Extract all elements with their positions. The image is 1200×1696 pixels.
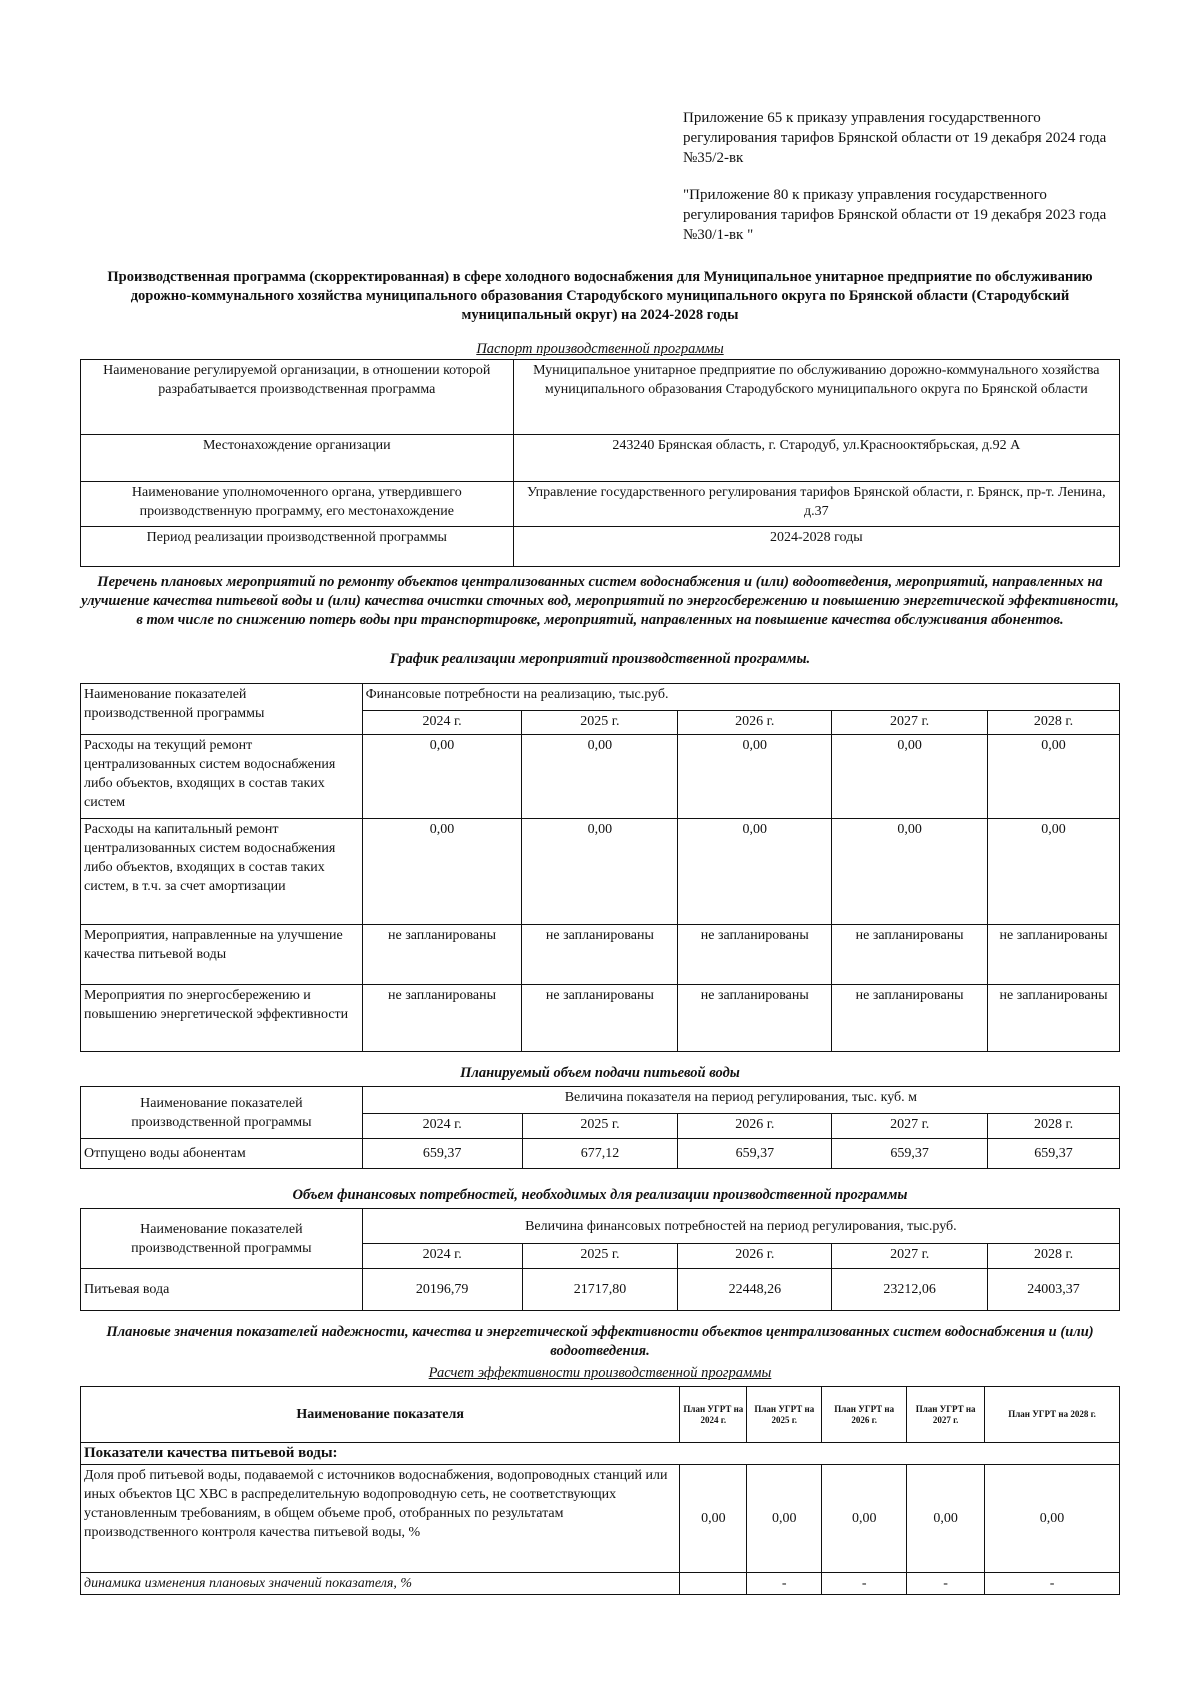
schedule-head-group: Финансовые потребности на реализацию, тыс.руб.	[362, 684, 1119, 711]
cell-value: 0,00	[362, 819, 522, 925]
cell-value: -	[985, 1573, 1120, 1595]
efficiency-table	[80, 1386, 1120, 1595]
finance-table	[80, 1208, 1120, 1311]
cell-value: 659,37	[678, 1139, 832, 1169]
cell-value: не запланированы	[832, 985, 988, 1052]
plan-header: План УГРТ на 2028 г.	[985, 1387, 1120, 1443]
finance-head-group: Величина финансовых потребностей на период регулирования, тыс.руб.	[362, 1209, 1119, 1244]
year-header: 2028 г.	[988, 1114, 1120, 1139]
table-row	[81, 435, 1120, 482]
cell-value: 0,00	[985, 1465, 1120, 1573]
cell-value: 0,00	[988, 819, 1120, 925]
cell-value: 23212,06	[832, 1269, 988, 1311]
year-header: 2025 г.	[522, 1244, 678, 1269]
cell-value: не запланированы	[522, 985, 678, 1052]
efficiency-caption: Расчет эффективности производственной программы	[428, 1365, 772, 1381]
cell-value: 0,00	[362, 735, 522, 819]
appendix-note-2: "Приложение 80 к приказу управления государственного регулирования тарифов Брянской области от 19 декабря 2023 года №30/1-вк "	[683, 187, 1107, 243]
year-header: 2027 г.	[832, 1244, 988, 1269]
year-header: 2024 г.	[362, 1244, 522, 1269]
table-row	[81, 1573, 1120, 1595]
cell-value: 659,37	[832, 1139, 988, 1169]
row-label: Расходы на текущий ремонт централизованных систем водоснабжения либо объектов, входящих в состав таких систем	[81, 735, 363, 819]
table-row	[81, 925, 1120, 985]
year-header: 2028 г.	[988, 1244, 1120, 1269]
section-title: Показатели качества питьевой воды:	[81, 1443, 1120, 1465]
cell-value: 21717,80	[522, 1269, 678, 1311]
volume-head-group: Величина показателя на период регулирования, тыс. куб. м	[362, 1087, 1119, 1114]
cell-value: не запланированы	[678, 985, 832, 1052]
reliability-caption: Плановые значения показателей надежности, качества и энергетической эффективности объектов централизованных систем водоснабжения и (или) водоотведения.	[106, 1324, 1094, 1359]
cell-value: 20196,79	[362, 1269, 522, 1311]
cell-value: 0,00	[907, 1465, 985, 1573]
cell-value: 0,00	[747, 1465, 822, 1573]
table-row	[81, 527, 1120, 567]
cell-value: 0,00	[822, 1465, 907, 1573]
table-row	[81, 1139, 1120, 1169]
appendix-note-1: Приложение 65 к приказу управления государственного регулирования тарифов Брянской области от 19 декабря 2024 года №35/2-вк	[683, 110, 1107, 166]
volume-table	[80, 1086, 1120, 1169]
volume-head-label: Наименование показателей производственной программы	[81, 1087, 363, 1139]
passport-value: Муниципальное унитарное предприятие по обслуживанию дорожно-коммунального хозяйства муниципального образования Стародубского муниципального округа по Брянской области	[513, 360, 1119, 435]
cell-value: 22448,26	[678, 1269, 832, 1311]
table-row	[81, 819, 1120, 925]
passport-value: 243240 Брянская область, г. Стародуб, ул.Краснооктябрьская, д.92 А	[513, 435, 1119, 482]
cell-value: 0,00	[988, 735, 1120, 819]
year-header: 2026 г.	[678, 711, 832, 735]
year-header: 2028 г.	[988, 711, 1120, 735]
table-row	[81, 1465, 1120, 1573]
dynamics-label: динамика изменения плановых значений показателя, %	[81, 1573, 680, 1595]
cell-value: не запланированы	[522, 925, 678, 985]
table-row	[81, 1387, 1120, 1443]
cell-value: -	[822, 1573, 907, 1595]
passport-label: Местонахождение организации	[81, 435, 514, 482]
passport-table	[80, 359, 1120, 567]
plan-header: План УГРТ на 2027 г.	[907, 1387, 985, 1443]
cell-value: не запланированы	[362, 925, 522, 985]
row-label: Расходы на капитальный ремонт централизованных систем водоснабжения либо объектов, входящих в состав таких систем, в т.ч. за счет амортизации	[81, 819, 363, 925]
year-header: 2025 г.	[522, 1114, 678, 1139]
row-label: Мероприятия по энергосбережению и повышению энергетической эффективности	[81, 985, 363, 1052]
cell-value: не запланированы	[832, 925, 988, 985]
table-row	[81, 735, 1120, 819]
table-row	[81, 1269, 1120, 1311]
volume-caption: Планируемый объем подачи питьевой воды	[460, 1065, 740, 1081]
passport-label: Период реализации производственной программы	[81, 527, 514, 567]
document-title: Производственная программа (скорректированная) в сфере холодного водоснабжения для Муниципальное унитарное предприятие по обслуживанию дорожно-коммунального хозяйства муниципального образования Стародубского муниципального округа по Брянской области (Стародубский муниципальный округ) на 2024-2028 годы	[107, 269, 1093, 323]
year-header: 2026 г.	[678, 1114, 832, 1139]
cell-value: -	[747, 1573, 822, 1595]
table-row	[81, 1443, 1120, 1465]
table-row	[81, 985, 1120, 1052]
cell-value: не запланированы	[362, 985, 522, 1052]
schedule-caption: График реализации мероприятий производственной программы.	[389, 651, 811, 667]
finance-caption: Объем финансовых потребностей, необходимых для реализации производственной программы	[292, 1187, 908, 1203]
cell-value: -	[907, 1573, 985, 1595]
cell-value: 0,00	[832, 735, 988, 819]
cell-value: 659,37	[988, 1139, 1120, 1169]
table-row	[81, 482, 1120, 527]
table-row	[81, 360, 1120, 435]
year-header: 2024 г.	[362, 711, 522, 735]
schedule-table	[80, 683, 1120, 1052]
cell-value: 24003,37	[988, 1269, 1120, 1311]
table-row	[81, 1087, 1120, 1114]
efficiency-head-label: Наименование показателя	[81, 1387, 680, 1443]
passport-label: Наименование регулируемой организации, в отношении которой разрабатывается производственная программа	[81, 360, 514, 435]
plan-header: План УГРТ на 2025 г.	[747, 1387, 822, 1443]
year-header: 2027 г.	[832, 711, 988, 735]
cell-value: не запланированы	[678, 925, 832, 985]
header-note	[683, 108, 1133, 245]
row-label: Доля проб питьевой воды, подаваемой с источников водоснабжения, водопроводных станций или иных объектов ЦС ХВС в распределительную водопроводную сеть, не соответствующих установленным требованиям, в общем объеме проб, отобранных по результатам производственного контроля качества питьевой воды, %	[81, 1465, 680, 1573]
cell-value: 0,00	[832, 819, 988, 925]
cell-value: 0,00	[522, 819, 678, 925]
cell-value: 0,00	[678, 735, 832, 819]
table-row	[81, 684, 1120, 711]
passport-caption: Паспорт производственной программы	[476, 341, 724, 357]
passport-value: Управление государственного регулирования тарифов Брянской области, г. Брянск, пр-т. Ленина, д.37	[513, 482, 1119, 527]
year-header: 2027 г.	[832, 1114, 988, 1139]
plan-header: План УГРТ на 2026 г.	[822, 1387, 907, 1443]
row-label: Мероприятия, направленные на улучшение качества питьевой воды	[81, 925, 363, 985]
cell-value: 0,00	[678, 819, 832, 925]
finance-head-label: Наименование показателей производственной программы	[81, 1209, 363, 1269]
measures-caption: Перечень плановых мероприятий по ремонту объектов централизованных систем водоснабжения и (или) водоотведения, мероприятий, направленных на улучшение качества питьевой воды и (или) качества очистки сточных вод, мероприятий по энергосбережению и повышению энергетической эффективности, в том числе по снижению потерь воды при транспортировке, мероприятий, направленных на повышение качества обслуживания абонентов.	[81, 574, 1119, 628]
cell-value: 0,00	[522, 735, 678, 819]
table-row	[81, 1209, 1120, 1244]
year-header: 2024 г.	[362, 1114, 522, 1139]
plan-header: План УГРТ на 2024 г.	[680, 1387, 747, 1443]
row-label: Отпущено воды абонентам	[81, 1139, 363, 1169]
row-label: Питьевая вода	[81, 1269, 363, 1311]
schedule-head-label: Наименование показателей производственной программы	[81, 684, 363, 735]
cell-value: 677,12	[522, 1139, 678, 1169]
cell-value: 0,00	[680, 1465, 747, 1573]
cell-value	[680, 1573, 747, 1595]
passport-value: 2024-2028 годы	[513, 527, 1119, 567]
cell-value: не запланированы	[988, 925, 1120, 985]
cell-value: 659,37	[362, 1139, 522, 1169]
year-header: 2025 г.	[522, 711, 678, 735]
cell-value: не запланированы	[988, 985, 1120, 1052]
year-header: 2026 г.	[678, 1244, 832, 1269]
passport-label: Наименование уполномоченного органа, утвердившего производственную программу, его местонахождение	[81, 482, 514, 527]
